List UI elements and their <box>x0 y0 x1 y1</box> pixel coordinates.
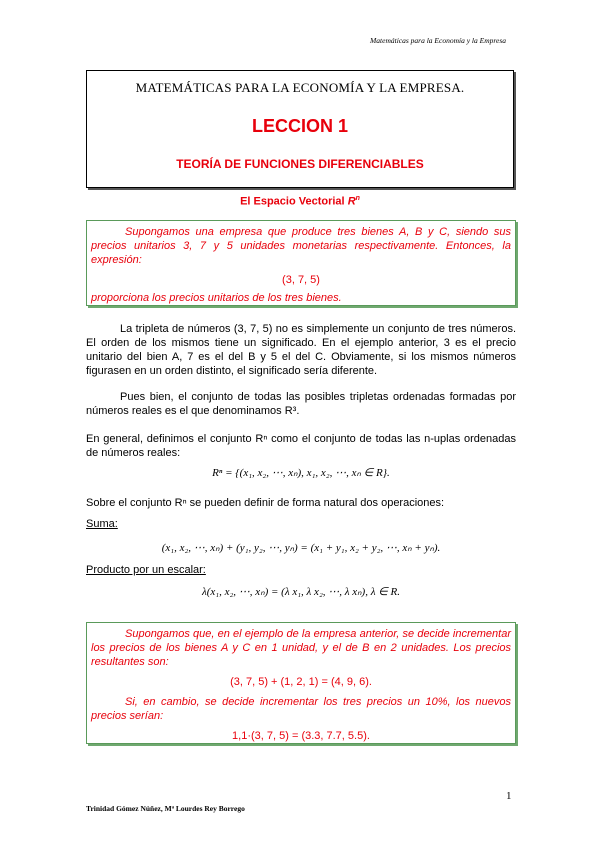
example-box-1 <box>86 220 516 306</box>
example2-text-1: Supongamos que, en el ejemplo de la empresa anterior, se decide incrementar los precios de los bienes A y C en 1 unidad, y el de B en 2 unidades. Los precios resultantes son: <box>91 628 511 668</box>
formula-sum: (x₁, x₂, ⋯, xₙ) + (y₁, y₂, ⋯, yₙ) = (x₁ + y₁, x₂ + y₂, ⋯, xₙ + yₙ). <box>161 542 441 554</box>
paragraph-4: Sobre el conjunto Rⁿ se pueden definir de forma natural dos operaciones: <box>86 497 445 509</box>
page-number: 1 <box>506 790 512 802</box>
formula-rn: Rⁿ = {(x₁, x₂, ⋯, xₙ), x₁, x₂, ⋯, xₙ ∈ R}. <box>212 467 390 479</box>
example1-tuple: (3, 7, 5) <box>282 274 320 286</box>
section-symbol: R <box>347 195 356 208</box>
section-label: El Espacio Vectorial <box>240 195 345 208</box>
footer-authors: Trinidad Gómez Núñez, Mª Lourdes Rey Borrego <box>86 804 245 813</box>
paragraph-2: Pues bien, el conjunto de todas las posibles tripletas ordenadas formadas por números reales es el que denominamos R³. <box>86 391 516 417</box>
example1-text: Supongamos una empresa que produce tres bienes A, B y C, siendo sus precios unitarios 3, 7 y 5 unidades monetarias respectivamente. Entonces, la expresión: <box>91 226 511 266</box>
example1-conclusion: proporciona los precios unitarios de los tres bienes. <box>91 292 342 304</box>
paragraph-3: En general, definimos el conjunto Rⁿ como el conjunto de todas las n-uplas ordenadas de números reales: <box>86 433 516 459</box>
section-exponent: n <box>355 195 360 202</box>
example2-text-2: Si, en cambio, se decide incrementar los tres precios un 10%, los nuevos precios serían: <box>91 696 511 722</box>
scalar-label: Producto por un escalar: <box>86 564 206 576</box>
topic-title: TEORÍA DE FUNCIONES DIFERENCIABLES <box>176 157 424 171</box>
running-header: Matemáticas para la Economía y la Empresa <box>370 36 506 45</box>
section-heading <box>86 195 514 208</box>
course-title: MATEMÁTICAS PARA LA ECONOMÍA Y LA EMPRESA. <box>135 80 465 95</box>
sum-label: Suma: <box>86 518 118 530</box>
example2-eq-2: 1,1·(3, 7, 5) = (3.3, 7.7, 5.5). <box>232 730 370 742</box>
example-box-2 <box>86 622 516 744</box>
lesson-title: LECCION 1 <box>251 116 348 136</box>
example2-eq-1: (3, 7, 5) + (1, 2, 1) = (4, 9, 6). <box>230 676 372 688</box>
paragraph-1: La tripleta de números (3, 7, 5) no es simplemente un conjunto de tres números. El orden de los mismos tiene un significado. En el ejemplo anterior, 3 es el precio unitario del bien A, 7 es el del B y 5 el del C. Obviamente, si los mismos números figurasen en un orden distinto, el significado sería diferente. <box>86 323 516 377</box>
formula-scalar: λ(x₁, x₂, ⋯, xₙ) = (λ x₁, λ x₂, ⋯, λ xₙ), λ ∈ R. <box>201 586 401 598</box>
